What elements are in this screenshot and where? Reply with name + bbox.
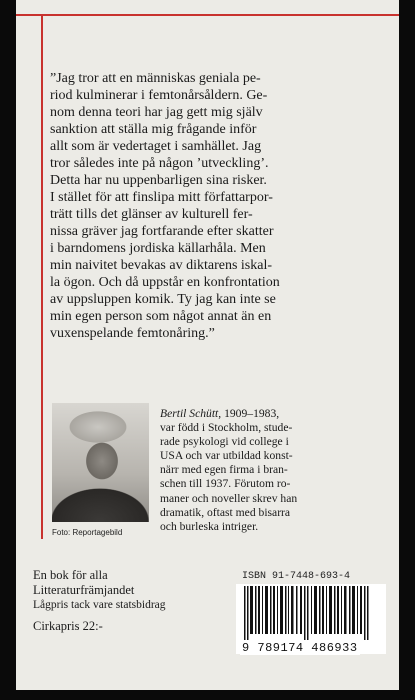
isbn-label: ISBN 91-7448-693-4 <box>242 571 351 582</box>
quote-line: vuxenspelande femtonåring.” <box>50 326 215 341</box>
publisher-footer <box>33 568 166 634</box>
quote-line: av uppsluppen komik. Ty jag kan inte se <box>50 292 276 307</box>
quote-line: riod kulminerar i femtonårsåldern. Ge- <box>50 88 268 103</box>
bio-line: var född i Stockholm, stude- <box>160 421 293 435</box>
red-left-rule <box>41 14 43 539</box>
quote-line: I stället för att finslipa mitt författarpor- <box>50 190 273 205</box>
quote-line: nom denna teori har jag gett mig själv <box>50 105 263 120</box>
author-years: , 1909–1983, <box>218 407 280 420</box>
author-quote <box>50 70 380 342</box>
bio-line: rade psykologi vid college i <box>160 435 289 449</box>
quote-line: i barndomens jordiska källarhåla. Men <box>50 241 266 256</box>
author-name: Bertil Schütt <box>160 407 219 420</box>
quote-line: allt som är vedertaget i samhället. Jag <box>50 139 262 154</box>
photo-credit: Foto: Reportagebild <box>52 528 123 537</box>
quote-line: tror således inte på någon ’utveckling’. <box>50 156 269 171</box>
quote-line: ”Jag tror att en människas geniala pe- <box>50 71 261 86</box>
quote-line: min naivitet bevakas av diktarens iskal- <box>50 258 272 273</box>
footer-line-3: Lågpris tack vare statsbidrag <box>33 599 166 611</box>
bio-line: schen till 1937. Förutom ro- <box>160 477 291 491</box>
quote-line: nissa gräver jag fortfarande efter skatter <box>50 224 274 239</box>
author-photo <box>52 403 149 522</box>
bio-line: USA och var utbildad konst- <box>160 449 293 463</box>
bio-line: maner och noveller skrev han <box>160 491 298 505</box>
bio-heading <box>160 407 380 421</box>
bio-line: och burleska intriger. <box>160 519 259 533</box>
quote-line: trätt tills det glänser av kulturell fer- <box>50 207 253 222</box>
bio-line: närr med egen firma i bran- <box>160 463 288 477</box>
bio-line: dramatik, oftast med bisarra <box>160 505 291 519</box>
quote-line: sanktion att ställa mig frågande inför <box>50 122 257 137</box>
barcode-number: 9 789174 486933 <box>242 641 358 655</box>
barcode-icon <box>236 584 386 640</box>
quote-line: la ögon. Och då uppstår en konfrontation <box>50 275 280 290</box>
quote-line: Detta har nu uppenbarligen sina risker. <box>50 173 267 188</box>
author-bio <box>160 407 380 534</box>
footer-line-1: En bok för alla <box>33 568 108 582</box>
red-top-rule <box>16 14 399 16</box>
footer-line-2: Litteraturfrämjandet <box>33 583 135 597</box>
price-label: Cirkapris 22:- <box>33 619 103 633</box>
quote-line: min egen person som något annat än en <box>50 309 272 324</box>
